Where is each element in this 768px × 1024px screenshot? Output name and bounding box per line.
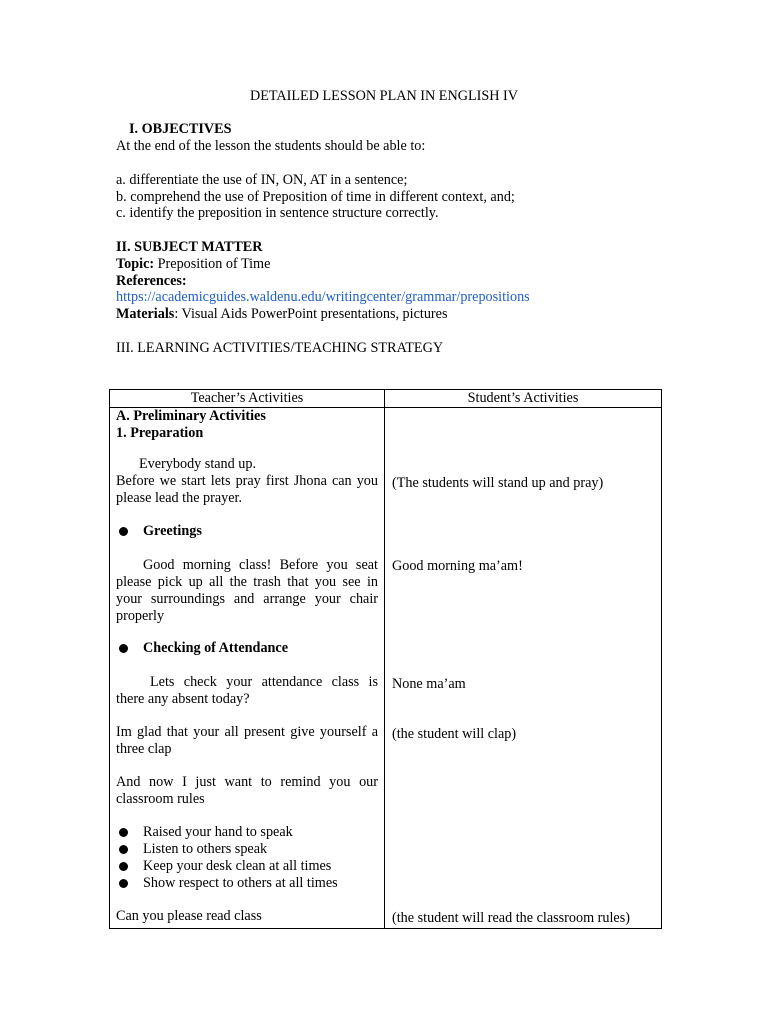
bullet-icon [119, 879, 128, 888]
student-attendance: None ma’am [392, 676, 466, 692]
bullet-icon [119, 828, 128, 837]
teacher-activities-cell [110, 408, 385, 929]
student-clap: (the student will clap) [392, 726, 517, 742]
activities-heading: III. LEARNING ACTIVITIES/TEACHING STRATEGY [116, 340, 444, 356]
teacher-read-rules: Can you please read class [116, 908, 262, 924]
student-greeting: Good morning ma’am! [392, 558, 523, 574]
topic-line [116, 256, 270, 273]
activities-table [109, 389, 662, 929]
objectives-heading: I. OBJECTIVES [129, 121, 232, 137]
bullet-icon [119, 644, 128, 653]
teacher-greeting: Good morning class! Before you seat please pick up all the trash that you see in your surroundings and arrange your chair properly [116, 557, 378, 624]
rule-text: Show respect to others at all times [143, 875, 338, 891]
student-pray: (The students will stand up and pray) [392, 475, 604, 491]
topic-label: Topic: [116, 256, 155, 272]
teacher-clap: Im glad that your all present give yourself a three clap [116, 724, 378, 757]
teacher-prayer: Before we start lets pray first Jhona can you please lead the prayer. [116, 473, 378, 506]
teacher-column-header: Teacher’s Activities [110, 390, 385, 408]
objective-item-b: b. comprehend the use of Preposition of time in different context, and; [116, 189, 515, 205]
student-read-rules: (the student will read the classroom rules) [392, 910, 630, 926]
rule-text: Listen to others speak [143, 841, 268, 857]
section-preliminary: A. Preliminary Activities [116, 408, 266, 424]
student-column-header: Student’s Activities [385, 390, 662, 408]
section-preparation: 1. Preparation [116, 425, 204, 441]
table-row [110, 408, 662, 929]
references-label: References: [116, 273, 187, 289]
materials-value: : Visual Aids PowerPoint presentations, pictures [174, 306, 448, 322]
objectives-intro: At the end of the lesson the students should be able to: [116, 138, 426, 154]
objective-item-a: a. differentiate the use of IN, ON, AT in a sentence; [116, 172, 408, 188]
teacher-attendance: Lets check your attendance class is there any absent today? [116, 674, 378, 707]
bullet-icon [119, 862, 128, 871]
bullet-icon [119, 527, 128, 536]
document-title: DETAILED LESSON PLAN IN ENGLISH IV [249, 88, 518, 104]
rule-text: Raised your hand to speak [143, 824, 293, 840]
teacher-stand-up: Everybody stand up. [139, 456, 257, 472]
rule-text: Keep your desk clean at all times [143, 858, 332, 874]
attendance-label: Checking of Attendance [143, 640, 289, 656]
materials-line [116, 306, 447, 323]
reference-link[interactable]: https://academicguides.waldenu.edu/writingcenter/grammar/prepositions [116, 289, 530, 305]
topic-value: Preposition of Time [154, 256, 271, 272]
greetings-label: Greetings [143, 523, 202, 539]
table-header-row [110, 390, 662, 408]
student-activities-cell [385, 408, 662, 929]
teacher-remind-rules: And now I just want to remind you our classroom rules [116, 774, 378, 807]
objective-item-c: c. identify the preposition in sentence structure correctly. [116, 205, 439, 221]
materials-label: Materials [116, 306, 175, 322]
subject-matter-heading: II. SUBJECT MATTER [116, 239, 263, 255]
bullet-icon [119, 845, 128, 854]
